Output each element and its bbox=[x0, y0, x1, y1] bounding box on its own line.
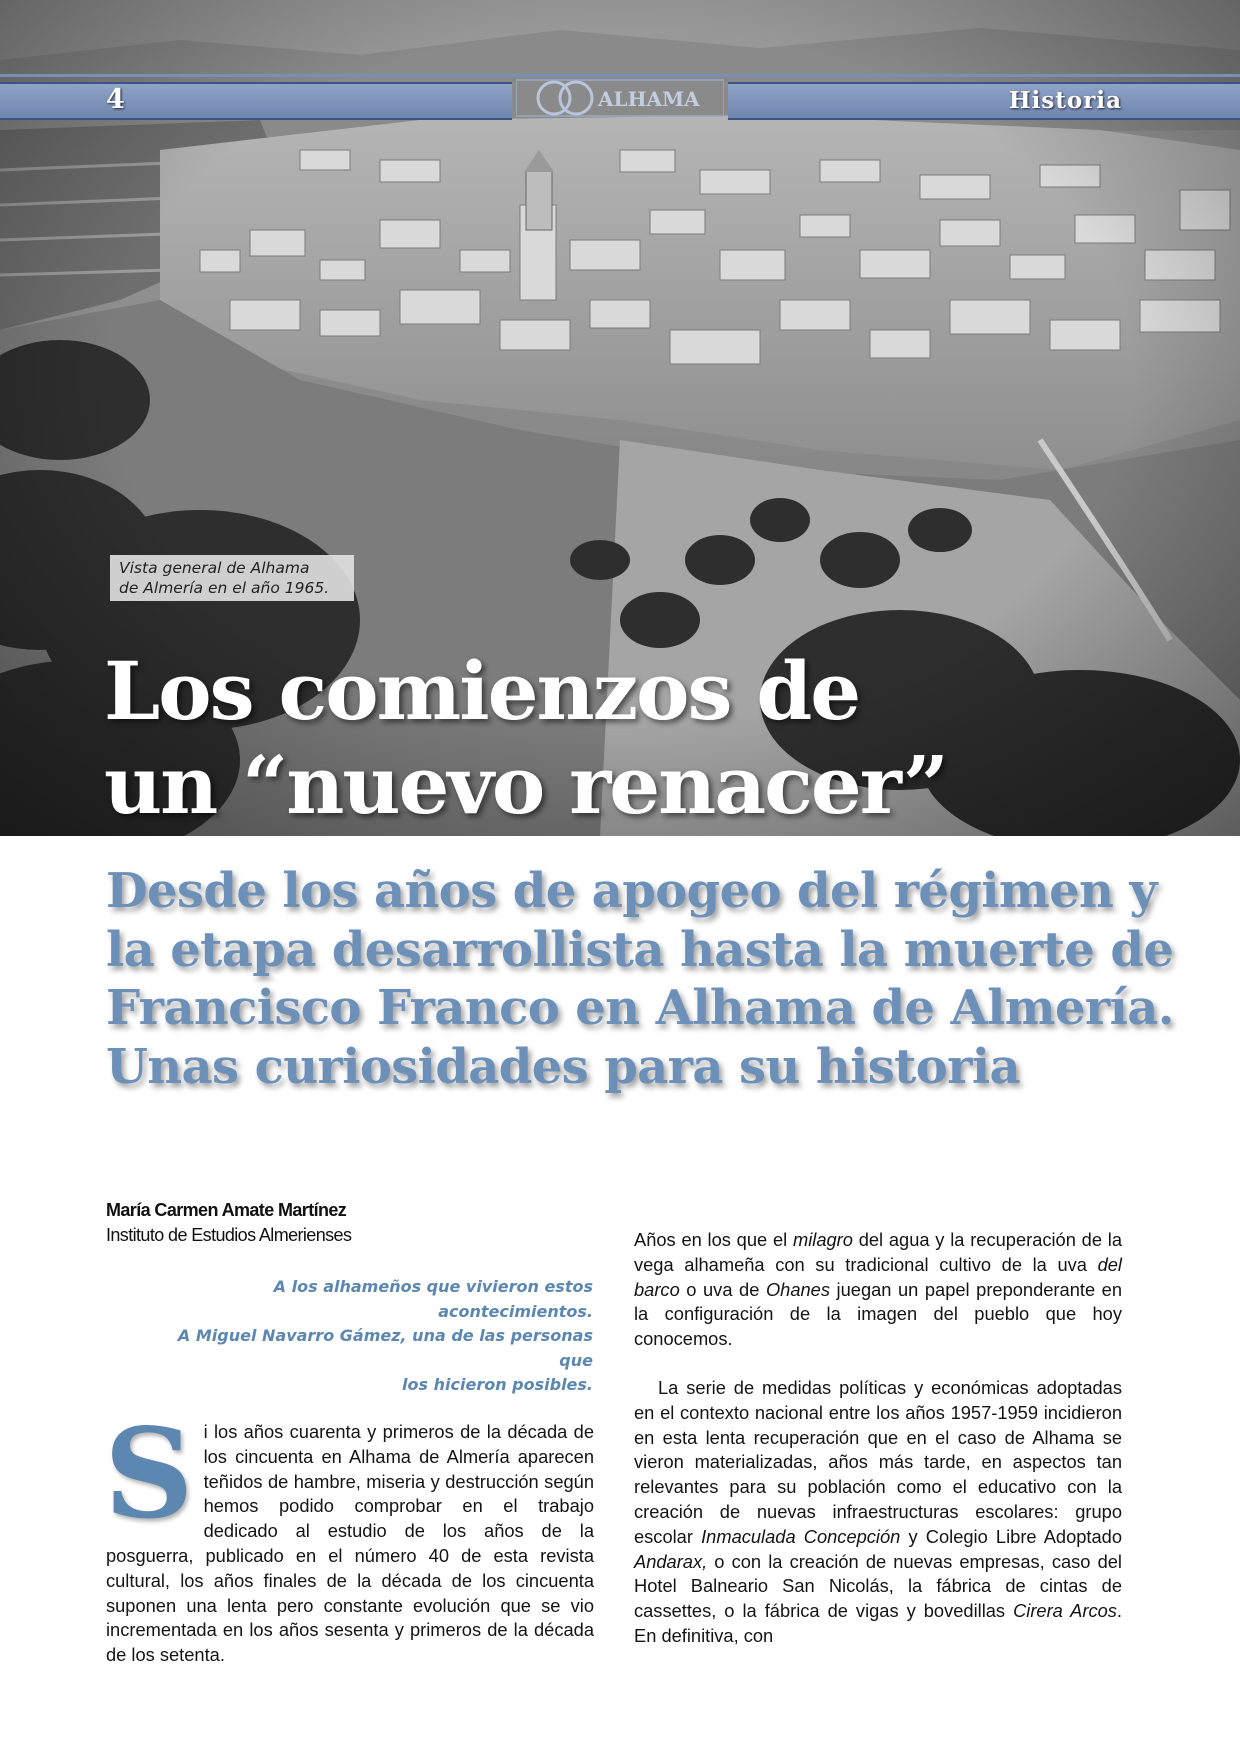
body-paragraph-1: i los años cuarenta y primeros de la década de los cincuenta en Alhama de Almería aparecen teñidos de hambre, miseria y destrucción según hemos podido comprobar en el trabajo dedicado al estudio de los años de la posguerra, publicado en el número 40 de esta revista cultural, los años finales de la década de los cincuenta suponen una lenta pero constante evolución que se vio incrementada en los años sesenta y primeros de la década de los setenta. bbox=[106, 1421, 594, 1666]
dedication bbox=[170, 1275, 593, 1398]
subtitle-line-2: la etapa desarrollista hasta la muerte de bbox=[106, 921, 1174, 978]
article-subtitle bbox=[106, 862, 1174, 1096]
subtitle-line-4: Unas curiosidades para su historia bbox=[106, 1038, 1020, 1095]
body-paragraph-2: Años en los que el milagro del agua y la recuperación de la vega alhameña con su tradicional cultivo de la uva del barco o uva de Ohanes juegan un papel preponderante en la configuración de la imagen del pueblo que hoy conocemos. bbox=[634, 1229, 1123, 1350]
magazine-logo-icon bbox=[516, 76, 724, 120]
caption-line-1: Vista general de Alhama bbox=[119, 559, 310, 577]
page-number: 4 bbox=[106, 84, 125, 115]
dedication-line-1: A los alhameños que vivieron estos bbox=[273, 1277, 593, 1296]
section-label: Historia bbox=[1008, 87, 1122, 114]
body-paragraph-3: La serie de medidas políticas y económicas adoptadas en el contexto nacional entre los años 1957-1959 incidieron en esta lenta recuperación que en el caso de Alhama se vieron materializadas, años más tarde, en aspectos tan relevantes para su población como el educativo con la creación de nuevas infraestructuras escolares: grupo escolar Inmaculada Concepción y Colegio Libre Adoptado Andarax, o con la creación de nuevas empresas, caso del Hotel Balneario San Nicolás, la fábrica de cintas de cassettes, o la fábrica de vigas y bovedillas Cirera Arcos. En definitiva, con bbox=[634, 1376, 1123, 1646]
dedication-line-2: acontecimientos. bbox=[438, 1301, 593, 1321]
header-bar-left bbox=[0, 82, 512, 120]
photo-caption bbox=[110, 555, 354, 601]
title-line-1: Los comienzos de bbox=[104, 644, 860, 738]
subtitle-line-1: Desde los años de apogeo del régimen y bbox=[106, 863, 1157, 919]
body-column-1 bbox=[104, 1402, 594, 1668]
header-bar-right bbox=[728, 82, 1240, 120]
caption-line-2: de Almería en el año 1965. bbox=[119, 579, 330, 597]
title-line-2: un “nuevo renacer” bbox=[104, 738, 947, 832]
author-institution: Instituto de Estudios Almerienses bbox=[106, 1225, 352, 1245]
dedication-line-3: A Miguel Navarro Gámez, una de las personas que bbox=[177, 1326, 593, 1370]
page-header bbox=[0, 82, 1240, 116]
author-name: María Carmen Amate Martínez bbox=[106, 1200, 347, 1220]
body-column-2 bbox=[634, 1228, 1122, 1649]
article-title bbox=[104, 644, 947, 832]
subtitle-line-3: Francisco Franco en Alhama de Almería. bbox=[106, 980, 1174, 1036]
drop-cap: S bbox=[104, 1402, 194, 1547]
magazine-logo bbox=[516, 76, 724, 120]
dedication-line-4: los hicieron posibles. bbox=[402, 1375, 593, 1394]
svg-text:ALHAMA: ALHAMA bbox=[598, 87, 700, 111]
